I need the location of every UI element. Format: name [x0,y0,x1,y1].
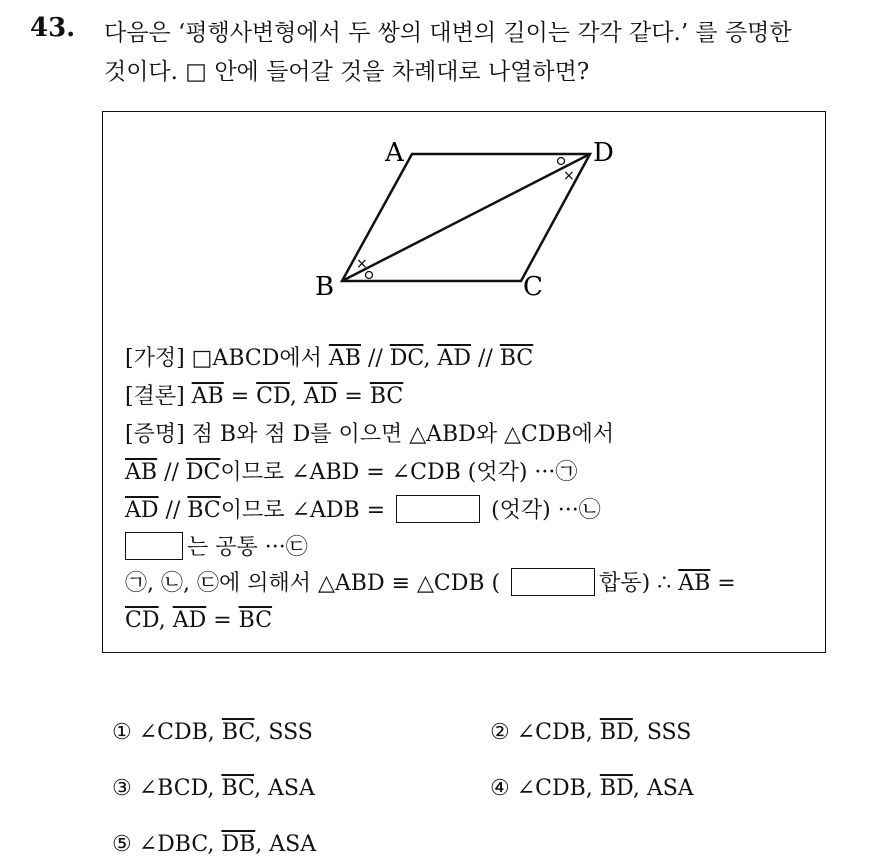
label-c: C [523,272,543,302]
equals-sign: = [717,571,736,596]
choice-angle: ∠CDB, [516,720,593,745]
choice-segment: $\overline{DB}$ [221,832,256,857]
choice-angle: ∠CDB, [138,720,215,745]
equals-sign: = [213,608,232,633]
answer-blank-3[interactable] [511,568,595,596]
question-number: 43. [30,13,76,43]
hypothesis-line [125,344,533,374]
step-4-post: 합동) ∴ [599,571,672,596]
conclusion-tag: [결론] [125,384,185,409]
proof-box [102,111,826,653]
segment-ad: $\overline{AD}$ [303,384,338,409]
label-a: A [385,138,404,168]
parallel-sign: // [164,460,179,485]
segment-bc: $\overline{BC}$ [499,346,534,371]
choice-number: ④ [490,776,510,801]
choice-angle: ∠CDB, [516,776,593,801]
equals-sign: = [344,384,363,409]
comma: , [289,384,297,409]
segment-dc: $\overline{DC}$ [185,460,221,485]
segment-bc: $\overline{BC}$ [238,608,273,633]
question-line-2: 것이다. □ 안에 들어갈 것을 차례대로 나열하면? [104,59,590,85]
equals-sign: = [230,384,250,409]
choice-number: ① [112,720,132,745]
segment-dc: $\overline{DC}$ [389,346,424,371]
proof-step-3 [125,532,308,563]
label-d: D [593,138,614,168]
parallel-sign: // [478,346,493,371]
segment-bc: $\overline{BC}$ [369,384,404,409]
choice-angle: ∠DBC, [138,832,215,857]
choice-criterion: , ASA [254,776,315,801]
choice-criterion: , ASA [632,776,694,801]
step-1-text: 이므로 ∠ABD = ∠CDB (엇각) ···㉠ [220,460,578,485]
choice-segment: $\overline{BC}$ [221,720,255,745]
choice-4[interactable] [490,776,694,801]
choice-number: ③ [112,776,132,801]
choice-number: ⑤ [112,832,132,857]
choice-number: ② [490,720,510,745]
proof-step-5 [125,606,272,636]
segment-ab: $\overline{AB}$ [678,571,711,596]
step-4-pre: ㉠, ㉡, ㉢에 의해서 △ABD ≡ △CDB ( [125,571,501,596]
choice-5[interactable] [112,832,316,857]
proof-tag: [증명] [125,422,185,447]
choice-criterion: , SSS [632,720,692,745]
diagonal-bd [342,154,590,281]
choice-1[interactable] [112,720,313,745]
hypothesis-tag: [가정] [125,346,185,371]
parallel-sign: // [367,346,383,371]
conclusion-line [125,382,403,412]
angle-mark-circle-d [558,158,565,165]
comma: , [423,346,431,371]
step-2-post: (엇각) ···㉡ [491,498,601,523]
choice-criterion: , SSS [254,720,313,745]
choice-criterion: , ASA [255,832,317,857]
parallelogram-figure [103,112,827,312]
segment-bc: $\overline{BC}$ [187,498,221,523]
step-2-pre: 이므로 ∠ADB = [220,498,386,523]
angle-mark-cross-d: × [563,168,575,184]
proof-intro-line [125,420,614,450]
segment-cd: $\overline{CD}$ [256,384,290,409]
segment-ad: $\overline{AD}$ [172,608,207,633]
choice-3[interactable] [112,776,315,801]
segment-ab: $\overline{AB}$ [125,460,158,485]
question-line-1: 다음은 ‘평행사변형에서 두 쌍의 대변의 길이는 각각 같다.’ 를 증명한 [104,20,792,46]
answer-blank-1[interactable] [396,495,480,523]
label-b: B [315,272,335,302]
choice-angle: ∠BCD, [138,776,215,801]
comma: , [158,608,166,633]
parallel-sign: // [165,498,181,523]
answer-blank-2[interactable] [125,532,183,560]
proof-step-1 [125,458,577,488]
choice-segment: $\overline{BD}$ [599,776,633,801]
segment-ab: $\overline{AB}$ [328,346,361,371]
step-3-post: 는 공통 ···㉢ [187,535,308,560]
segment-cd: $\overline{CD}$ [125,608,159,633]
choice-2[interactable] [490,720,691,745]
hypothesis-pre: □ABCD에서 [191,346,322,371]
segment-ad: $\overline{AD}$ [437,346,472,371]
proof-step-4 [125,568,736,599]
proof-intro-text: 점 B와 점 D를 이으면 △ABD와 △CDB에서 [191,422,615,447]
angle-mark-circle-b [366,272,373,279]
angle-mark-cross-b: × [356,256,368,272]
choice-segment: $\overline{BC}$ [221,776,255,801]
segment-ad: $\overline{AD}$ [125,498,159,523]
segment-ab: $\overline{AB}$ [191,384,224,409]
proof-step-2 [125,495,601,526]
choice-segment: $\overline{BD}$ [599,720,633,745]
